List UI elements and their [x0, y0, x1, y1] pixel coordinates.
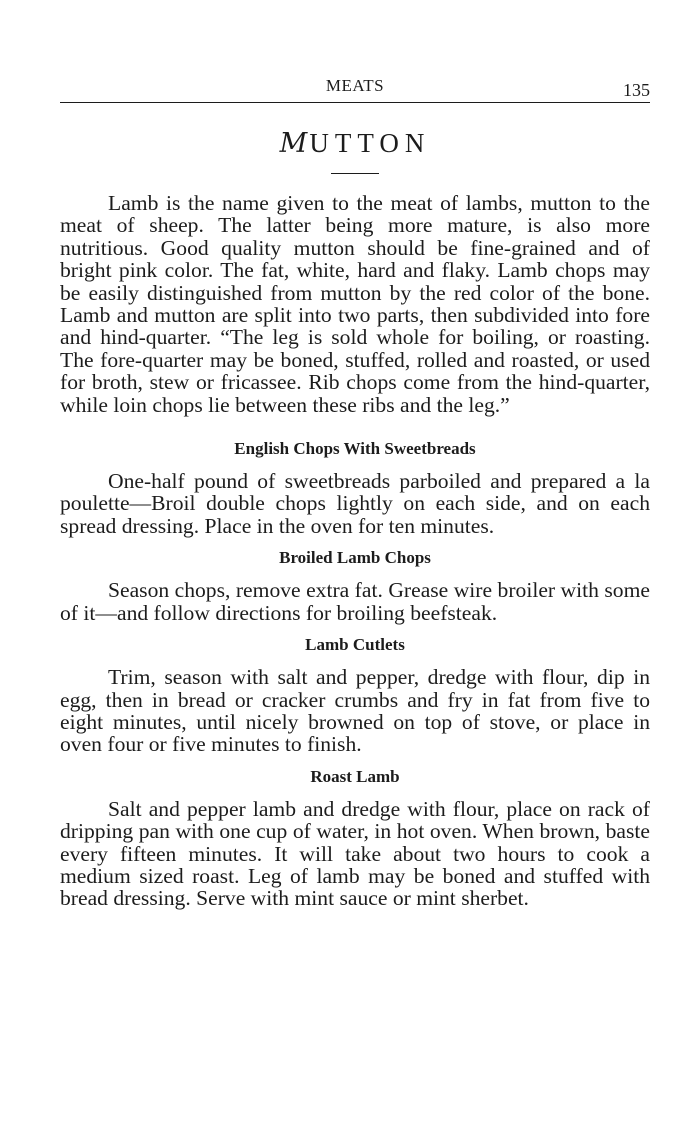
running-header: [60, 76, 650, 102]
page-number: 135: [623, 80, 650, 100]
running-title: MEATS: [325, 76, 385, 95]
header-rule: [60, 102, 650, 103]
recipe-text-lamb-cutlets: Trim, season with salt and pepper, dredge with flour, dip in egg, then in bread or cracker crumbs and fry in fat from five to eight minutes, until nicely browned on top of stove, or place in oven four or five minutes to finish.: [60, 665, 650, 757]
recipe-text-roast-lamb: Salt and pepper lamb and dredge with flour, place on rack of dripping pan with one cup of water, in hot oven. When brown, baste every fifteen minutes. It will take about two hours to cook a medium sized roast. Leg of lamb may be boned and stuffed with bread dressing. Serve with mint sauce or mint sherbet.: [60, 796, 650, 911]
recipe-title-english-chops: English Chops With Sweetbreads: [234, 439, 476, 459]
chapter-title-rest: UTTON: [309, 128, 431, 158]
book-page: [60, 76, 650, 910]
chapter-title-initial: M: [279, 128, 310, 159]
title-rule: [331, 173, 379, 174]
intro-paragraph: Lamb is the name given to the meat of lambs, mutton to the meat of sheep. The latter being more mature, is also more nutritious. Good quality mutton should be fine-grained and of bright pink color. The fat, white, hard and flaky. Lamb chops may be easily distinguished from mutton by the red color of the bone. Lamb and mutton are split into two parts, then subdivided into fore and hind-quarter. “The leg is sold whole for boiling, or roasting. The fore-quarter may be boned, stuffed, rolled and roasted, or used for broth, stew or fricassee. Rib chops come from the hind-quarter, while loin chops lie between these ribs and the leg.”: [60, 191, 650, 417]
recipe-title-roast-lamb: Roast Lamb: [310, 766, 400, 786]
recipe-title-lamb-cutlets: Lamb Cutlets: [305, 635, 405, 655]
recipe-title-broiled-lamb-chops: Broiled Lamb Chops: [279, 548, 431, 568]
recipe-text-english-chops: One-half pound of sweetbreads parboiled and prepared a la poulette—Broil double chops lightly on each side, and on each spread dressing. Place in the oven for ten minutes.: [60, 469, 650, 538]
recipe-text-broiled-lamb-chops: Season chops, remove extra fat. Grease wire broiler with some of it—and follow directions for broiling beefsteak.: [60, 578, 650, 625]
chapter-title: [60, 128, 650, 159]
